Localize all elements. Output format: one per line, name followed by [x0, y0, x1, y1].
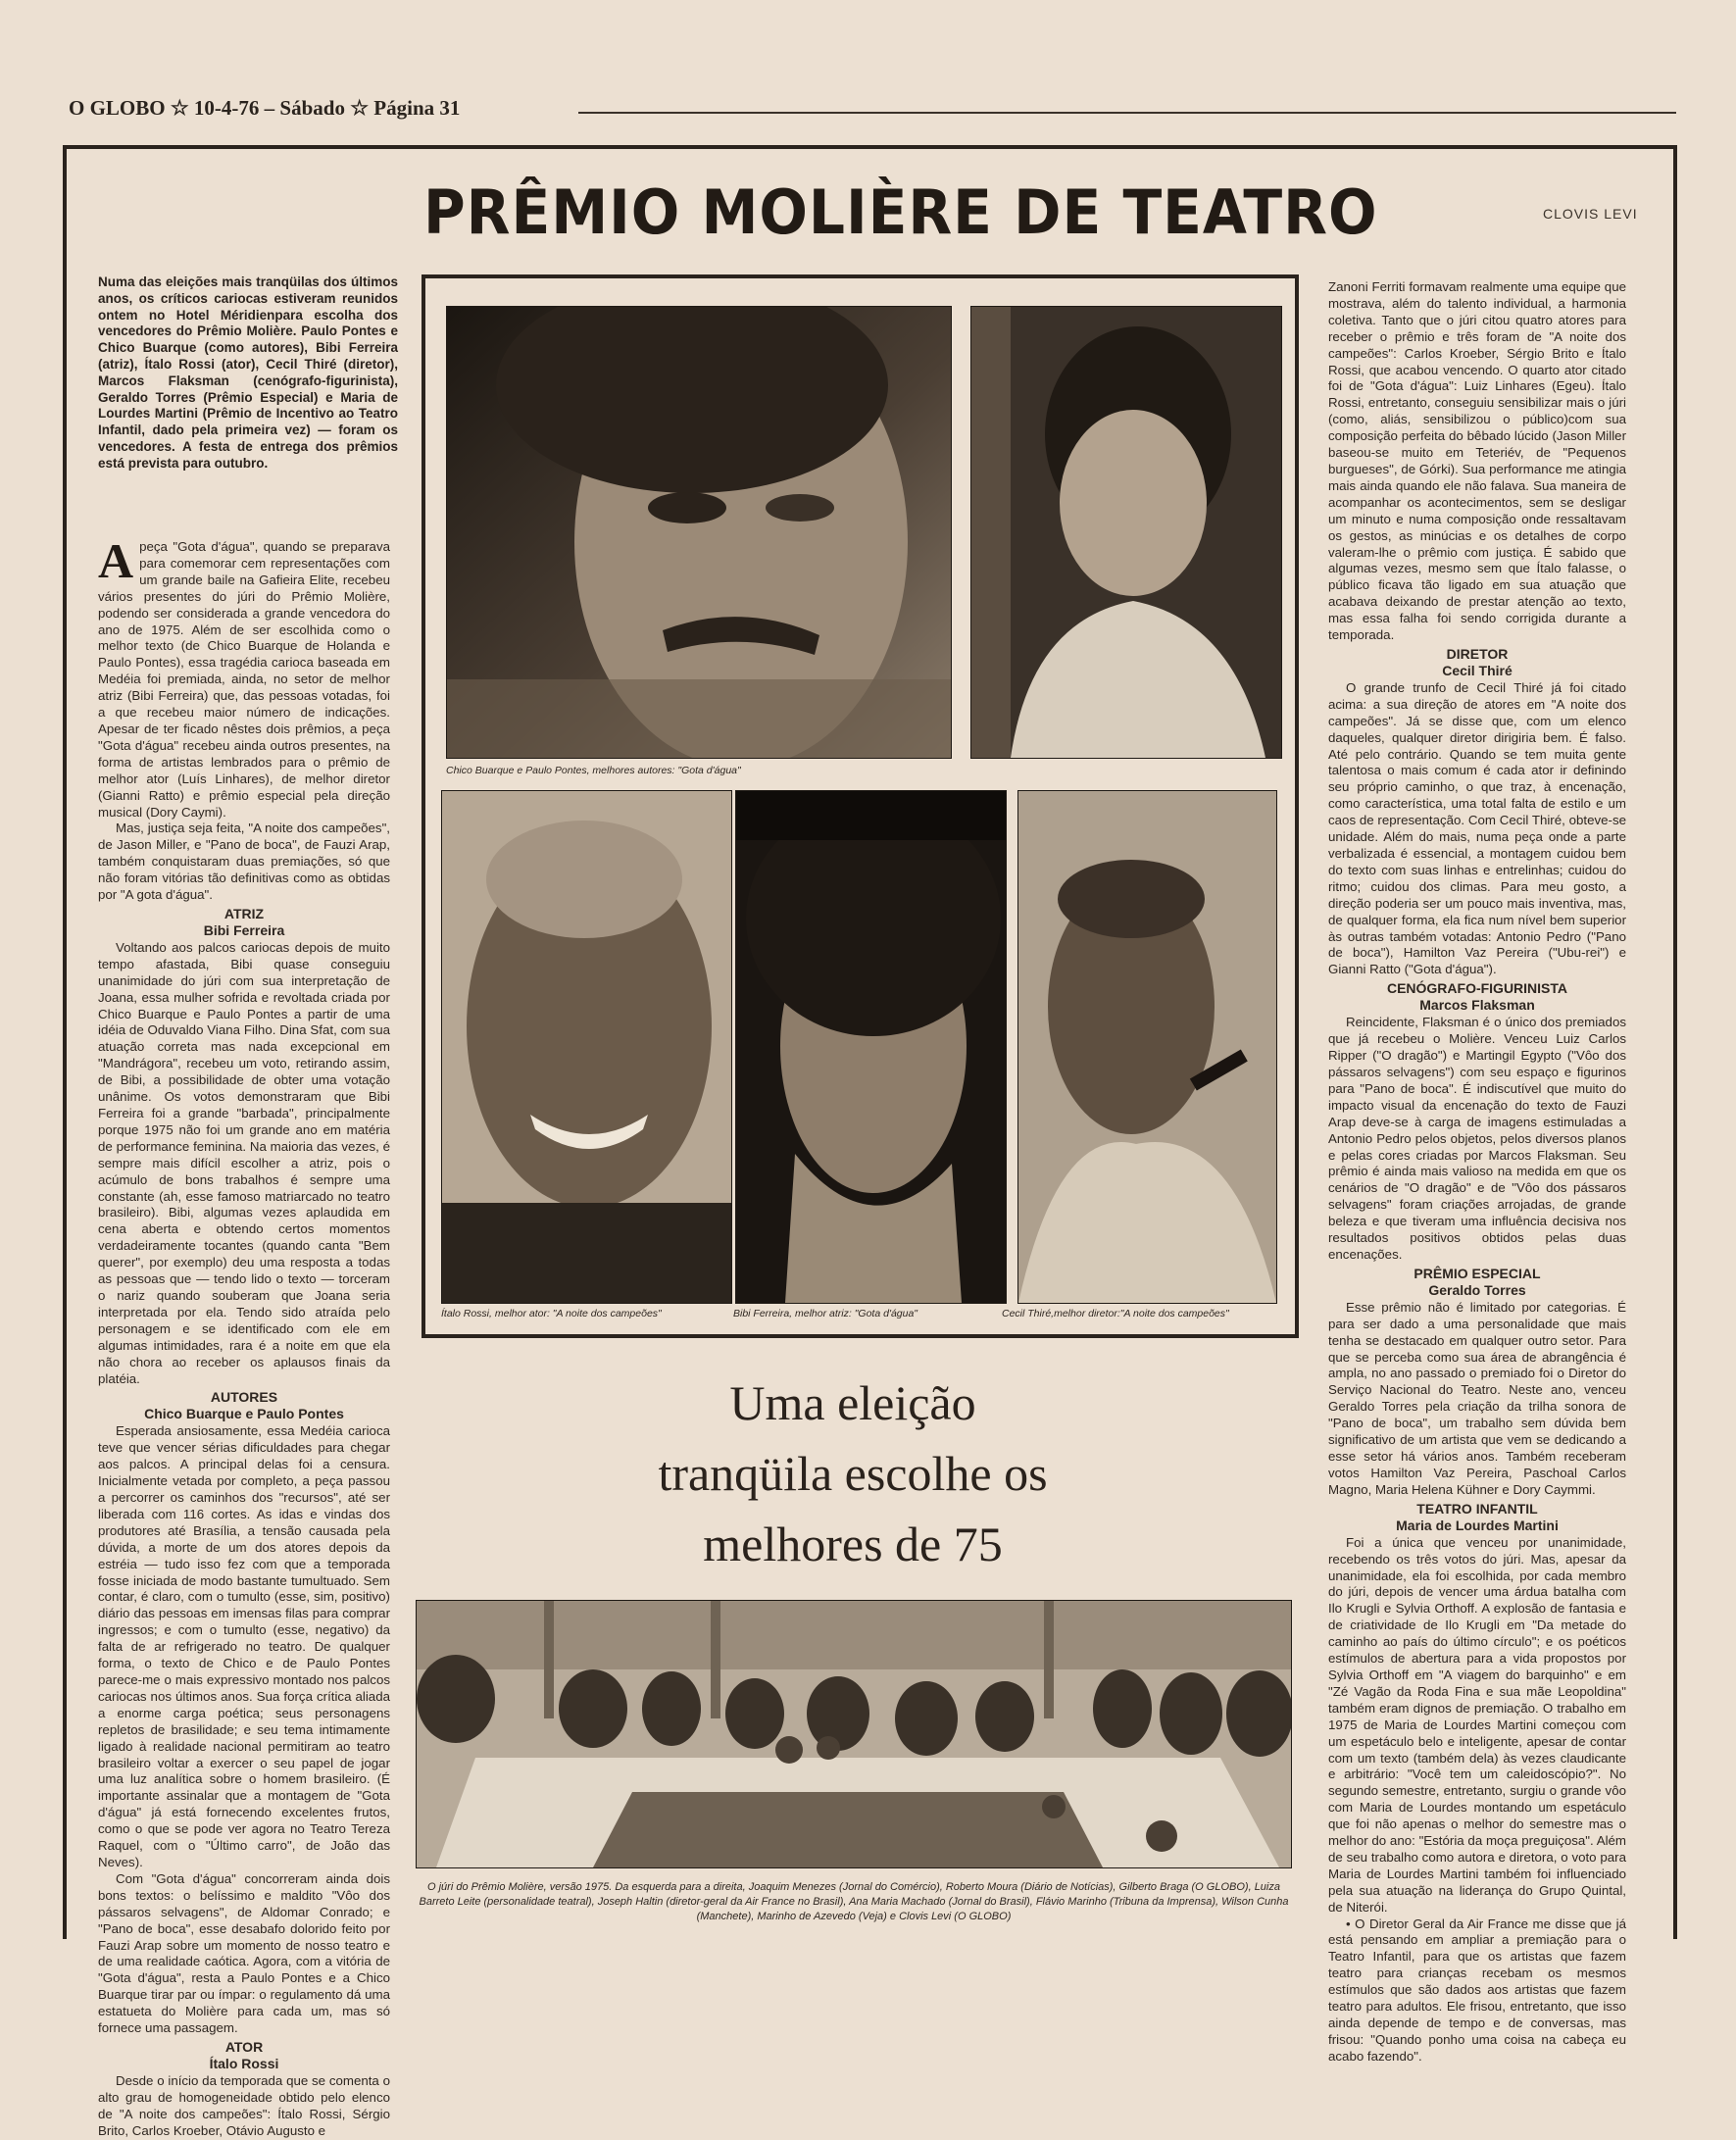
drop-cap: A [98, 533, 134, 588]
section-name-atriz: Bibi Ferreira [203, 921, 285, 938]
section-heading-ator: ATOR [224, 2038, 264, 2055]
paragraph: Com "Gota d'água" concorreram ainda dois bons textos: o belíssimo e maldito "Vôo dos pássaros selvagens", de Aldomar Conrado; e "Pano de boca", esse desabafo dolorido feito por Fauzi Arap sobre um momento de nosso teatro e de uma realidade caótica. Agora, com a vitória de "Gota d'água", resta a Paulo Pontes e a Chico Buarque tirar par ou ímpar: o regulamento dá uma estatueta do Molière para cada um, mas só fornece uma passagem. [98, 1870, 390, 2036]
section-name-autores: Chico Buarque e Paulo Pontes [144, 1406, 344, 1422]
paragraph: Voltando aos palcos cariocas depois de muito tempo afastada, Bibi quase conseguiu unanimidade do júri com sua interpretação de Joana, essa mulher sofrida e revoltada criada por Chico Buarque e Paulo Pontes a partir de uma idéia de Oduvaldo Viana Filho. Dina Sfat, com sua atuação correta mas nada excepcional em "Mandrágora", recebeu um voto, retirando assim, de Bibi, a possibilidade de obter uma votação unânime. Os votos demonstraram que Bibi Ferreira foi a grande "barbada", principalmente porque 1975 não foi um grande ano em matéria de performance feminina. Na maioria das vezes, é sempre mais difícil escolher a atriz, pois o acúmulo de bons trabalhos é sempre uma constante (ah, esse famoso matriarcado no teatro brasileiro). Bibi, algumas vezes aplaudida em cena aberta e obtendo certos momentos verdadeiramente tocantes (quando canta "Bem querer", por exemplo) deu uma resposta a todas as pessoas que — tendo lido o texto — torceram o nariz quando souberam que Joana seria interpretada por ela. Tendo sido atraída pelo personagem e se identificado com ele em algumas intimidades, rara é a noite em que ela não chora ao receber os aplausos finais da platéia. [98, 939, 390, 1386]
section-name-cenografo: Marcos Flaksman [1419, 997, 1535, 1014]
paragraph: Desde o início da temporada que se comenta o alto grau de homogeneidade obtido pelo elenco de "A noite dos campeões": Ítalo Rossi, Sérgio Brito, Carlos Kroeber, Otávio Augusto e [98, 2072, 390, 2138]
paragraph: O grande trunfo de Cecil Thiré já foi citado acima: a sua direção de atores em "A noite dos campeões". Já se disse que, com um elenco daqueles, qualquer diretor dirigiria bem. É falso. Até pelo contrário. Quando se tem muita gente talentosa o mais comum é cada ator ir definindo seu próprio caminho, o que traz, à encenação, como característica, uma total falta de estilo e um caos de representação. Com Cecil Thiré, obteve-se unidade. Além do mais, numa peça onde a parte verbalizada é essencial, a montagem cuidou bem do texto com suas linhas e entrelinhas; cuidou do ritmo; cuidou dos climas. Para meu gosto, a direção poderia ser um pouco mais inventiva, mas, de qualquer forma, ela fica num nível bem superior às outras também votadas: Antonio Pedro ("Pano de boca"), Hamilton Vaz Pereira ("Ubu-rei") e Gianni Ratto ("Gota d'água"). [1328, 679, 1626, 977]
left-column [98, 533, 390, 2140]
section-name-infantil: Maria de Lourdes Martini [1396, 1517, 1559, 1533]
subheadline [549, 1368, 1157, 1579]
paragraph: Esperada ansiosamente, essa Medéia carioca teve que vencer sérias dificuldades para chegar aos palcos. A principal delas foi a censura. Inicialmente vetada por completo, a peça passou a percorrer os caminhos dos "recursos", até ser liberada com 116 cortes. As idas e vindas dos produtores até Brasília, a tensão causada pela dúvida, a morte de um dos atores depois da estréia — tudo isso fez com que a temporada fosse iniciada de modo bastante tumultuado. Sem contar, é claro, com o tumulto (esse, sim, positivo) diário das pessoas em imensas filas para comprar ingressos; e com o tumulto (esse, negativo) da falta de ar refrigerado no teatro. De qualquer forma, o texto de Chico e de Paulo Pontes parece-me o mais expressivo montado nos palcos cariocas nos últimos anos. Sua força crítica aliada a enorme carga poética; seus personagens repletos de brasilidade; e seu tema intimamente ligado à realidade nacional permitiram ao teatro brasileiro voltar a exercer o seu papel de jogar uma luz analítica sobre o homem brasileiro. (É importante assinalar que a montagem de "Gota d'água" já está fornecendo excelentes frutos, como o que se pode ver agora no Teatro Tereza Raquel, com o "Último carro", de João das Neves). [98, 1423, 390, 1869]
paragraph: Reincidente, Flaksman é o único dos premiados que já recebeu o Molière. Venceu Luiz Carlos Ripper ("O dragão") e Martingil Egypto ("Vôo dos pássaros selvagens") com seu espaço e figurinos para "Pano de boca". É indiscutível que muito do impacto visual da encenação do texto de Fauzi Arap deve-se à carga de imagens estimuladas a Antonio Pedro pelos objetos, pelos diversos planos e pelas cores criadas por Marcos Flaksman. Seu prêmio é ainda mais valioso na medida em que os cenários de "O dragão" e de "Vôo dos pássaros selvagens" foram criações arrojadas, de grande beleza e que tiveram uma influência decisiva nos resultados positivos obtidos pelas duas encenações. [1328, 1015, 1626, 1262]
paragraph: Esse prêmio não é limitado por categorias. É para ser dado a uma personalidade que mais tenha se destacado em qualquer outro setor. Para que se perceba como sua área de abrangência é ampla, no ano passado o premiado foi o Diretor do Serviço Nacional do Teatro. Neste ano, venceu Geraldo Torres pela criação da trilha sonora de "Pano de boca", um trabalho sem dúvida bem significativo de um artista que vem se dedicando a esse setor há vários anos. Também receberam votos Hamilton Vaz Pereira, Paschoal Carlos Magno, Maria Helena Kühner e Dory Caymmi. [1328, 1299, 1626, 1497]
section-heading-especial: PRÊMIO ESPECIAL [1414, 1265, 1541, 1281]
subheadline-line: Uma eleição [729, 1375, 976, 1430]
photo-cecil-thire [1017, 790, 1277, 1304]
section-name-diretor: Cecil Thiré [1442, 662, 1513, 678]
section-name-especial: Geraldo Torres [1428, 1281, 1526, 1298]
section-name-ator: Ítalo Rossi [209, 2055, 279, 2071]
right-column [1328, 279, 1626, 2065]
caption-authors: Chico Buarque e Paulo Pontes, melhores autores: "Gota d'água" [446, 765, 741, 776]
subheadline-line: tranqüila escolhe os [658, 1446, 1048, 1501]
paragraph: Mas, justiça seja feita, "A noite dos campeões", de Jason Miller, e "Pano de boca", de Fauzi Arap, também conquistaram duas premiações, só que não foram vitórias tão definitivas como as obtidas por "A gota d'água". [98, 821, 390, 903]
caption-italo-rossi: Ítalo Rossi, melhor ator: "A noite dos campeões" [441, 1308, 662, 1319]
photo-paulo-pontes [970, 306, 1282, 759]
paragraph: Apeça "Gota d'água", quando se preparava para comemorar cem representações com um grande baile na Gafieira Elite, recebeu vários presentes do júri do Prêmio Molière, podendo ser considerada a grande vencedora do ano de 1975. Além de ser escolhida como o melhor texto (de Chico Buarque de Holanda e Paulo Pontes), essa tragédia carioca baseada em Medéia foi premiada, ainda, no setor de melhor atriz (Bibi Ferreira) que, das pessoas votadas, foi a que recebeu maior número de indicações. Apesar de ter ficado nêstes dois prêmios, a peça "Gota d'água" recebeu ainda outros presentes, na forma de artistas lembrados para o prêmio de melhor ator (Luís Linhares), de melhor diretor (Gianni Ratto) e prêmio especial pela direção musical (Dory Caymi). [98, 533, 390, 820]
section-heading-atriz: ATRIZ [223, 905, 265, 921]
photo-jury [416, 1600, 1292, 1868]
section-heading-autores: AUTORES [210, 1389, 278, 1406]
paragraph: • O Diretor Geral da Air France me disse que já está pensando em ampliar a premiação para o Teatro Infantil, para que os artistas que fazem teatro para crianças recebam os mesmos estímulos que são dados aos artistas que fazem teatro para adultos. Ele frisou, entretanto, que isso ainda depende de tempo e de conversas, mas frisou: "Quando ponho uma coisa na cabeça eu acabo fazendo". [1328, 1916, 1626, 2064]
photo-chico-buarque [446, 306, 952, 759]
photo-bibi-ferreira [735, 790, 1007, 1304]
section-heading-cenografo: CENÓGRAFO-FIGURINISTA [1386, 980, 1568, 997]
article-lead: Numa das eleições mais tranqüilas dos últimos anos, os críticos cariocas estiveram reunidos ontem no Hotel Méridienpara escolha dos vencedores do Prêmio Molière. Paulo Pontes e Chico Buarque (como autores), Bibi Ferreira (atriz), Ítalo Rossi (ator), Cecil Thiré (diretor), Marcos Flaksman (cenógrafo-figurinista), Geraldo Torres (Prêmio Especial) e Maria de Lourdes Martini (Prêmio de Incentivo ao Teatro Infantil, dado pela primeira vez) — foram os vencedores. A festa de entrega dos prêmios está prevista para outubro. [98, 274, 398, 471]
section-heading-infantil: TEATRO INFANTIL [1416, 1500, 1538, 1517]
byline: CLOVIS LEVI [1543, 206, 1638, 222]
caption-bibi-ferreira: Bibi Ferreira, melhor atriz: "Gota d'água" [733, 1308, 918, 1319]
subheadline-line: melhores de 75 [703, 1517, 1003, 1571]
caption-cecil-thire: Cecil Thiré,melhor diretor:"A noite dos campeões" [1002, 1308, 1229, 1319]
photo-italo-rossi [441, 790, 732, 1304]
paragraph: Zanoni Ferriti formavam realmente uma equipe que mostrava, além do talento individual, a harmonia coletiva. Tanto que o júri citou quatro atores para receber o prêmio e três foram de "A noite dos campeões": Carlos Kroeber, Sérgio Brito e Ítalo Rossi, que acabou vencendo. O quarto ator citado foi de "Gota d'água": Luiz Linhares (Egeu). Ítalo Rossi, entretanto, conseguiu sensibilizar mais o júri (como, aliás, sensibilizou o público)com sua composição perfeita do bêbado lúcido (Jason Miller baseou-se muito em Teteriév, de "Pequenos burgueses", de Górki). Sua performance me atingia mais ainda quando ele não falava. Sua maneira de acompanhar os acontecimentos, sem se desligar um minuto e numa composição onde ressaltavam os gestos, as minúcias e os detalhes de corpo valeram-lhe o prêmio com justiça. É sabido que algumas vezes, mesmo sem que Ítalo falasse, o público ficava tão ligado em sua atuação que acabava deixando de prestar atenção ao texto, mas essa falha foi sendo corrigida durante a temporada. [1328, 279, 1626, 643]
newspaper-header: O GLOBO ☆ 10-4-76 – Sábado ☆ Página 31 [69, 96, 461, 120]
header-rule [578, 112, 1676, 114]
section-heading-diretor: DIRETOR [1446, 645, 1509, 662]
paragraph: Foi a única que venceu por unanimidade, recebendo os três votos do júri. Mas, apesar da unanimidade, ela foi escolhida, por cada membro do júri, depois de vencer uma árdua batalha com Ilo Krugli e Sylvia Orthoff. A explosão de fantasia e de criatividade de Ilo Krugli em "Da metade do caminho ao país do último círculo"; e os poéticos estímulos de abertura para a vida propostos por Sylvia Orthoff em "A viagem do barquinho" e em "Zé Vagão da Roda Fina e sua mãe Leopoldina" também eram dignos de premiação. O trabalho em 1975 de Maria de Lourdes Martini começou com um espetáculo belo e inteligente, apesar de contar com um texto (também dela) às vezes claudicante e arbitrário: "Você tem um caleidoscópio?". No segundo semestre, entretanto, surgiu o grande vôo com Maria de Lourdes montando um espetáculo que foi não apenas o melhor do semestre mas o melhor do ano: "Estória da moça preguiçosa". Além de seu trabalho como autora e diretora, o voto para Maria de Lourdes Martini também foi influenciado pela sua atuação na liderança do Grupo Quintal, de Niterói. [1328, 1534, 1626, 1915]
article-headline: PRÊMIO MOLIÈRE DE TEATRO [423, 176, 1378, 248]
caption-jury: O júri do Prêmio Molière, versão 1975. Da esquerda para a direita, Joaquim Menezes (Jornal do Comércio), Roberto Moura (Diário de Notícias), Gilberto Braga (O GLOBO), Luiza Barreto Leite (personalidade teatral), Joseph Haltin (diretor-geral da Air France no Brasil), Ana Maria Machado (Jornal do Brasil), Flávio Marinho (Tribuna da Imprensa), Wilson Cunha (Manchete), Marinho de Azevedo (Veja) e Clovis Levi (O GLOBO) [419, 1881, 1289, 1922]
